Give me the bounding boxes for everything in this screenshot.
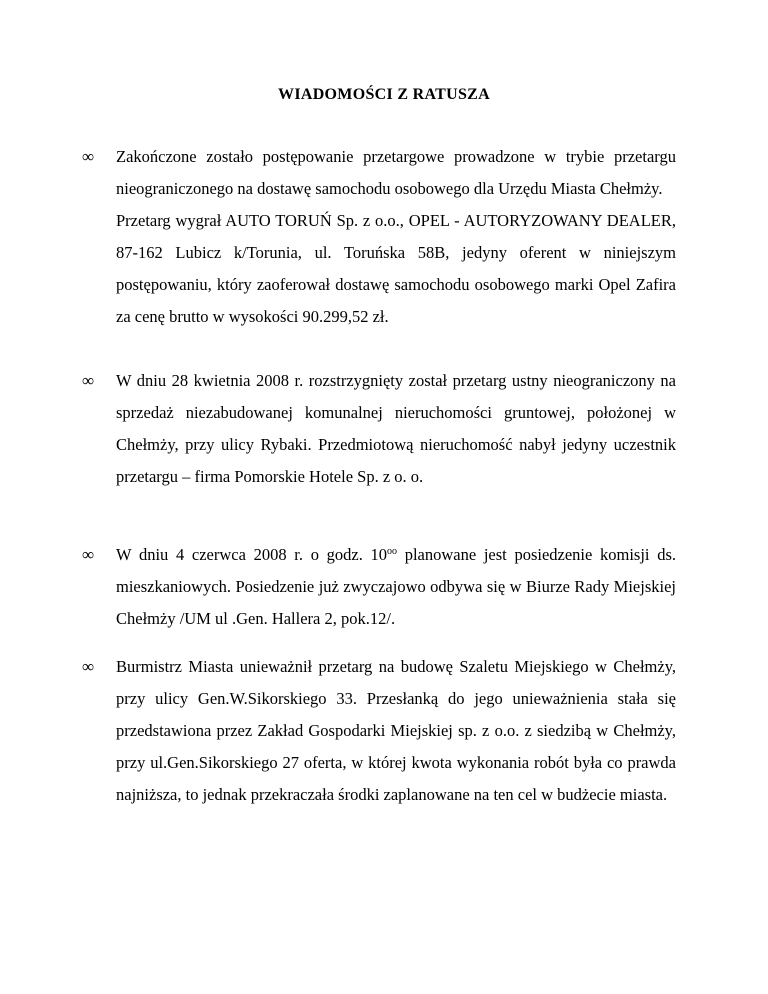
- news-item: [82, 141, 676, 333]
- news-item: [82, 365, 676, 493]
- news-paragraph: Przetarg wygrał AUTO TORUŃ Sp. z o.o., OPEL - AUTORYZOWANY DEALER, 87-162 Lubicz k/Torunia, ul. Toruńska 58B, jedyny oferent w niniejszym postępowaniu, który zaoferował dostawę samochodu osobowego marki Opel Zafira za cenę brutto w wysokości 90.299,52 zł.: [116, 211, 676, 326]
- news-item: [82, 651, 676, 811]
- bullet-icon: ∞: [82, 147, 95, 166]
- bullet-icon: ∞: [82, 371, 95, 390]
- paragraph-text: planowane jest posiedzenie komisji ds. mieszkaniowych. Posiedzenie już zwyczajowo odbywa się w Biurze Rady Miejskiej Chełmży /UM ul .Gen. Hallera 2, pok.12/.: [116, 545, 677, 628]
- news-paragraph: W dniu 28 kwietnia 2008 r. rozstrzygnięty został przetarg ustny nieograniczony na sprzedaż niezabudowanej komunalnej nieruchomości gruntowej, położonej w Chełmży, przy ulicy Rybaki. Przedmiotową nieruchomość nabył jedyny uczestnik przetargu – firma Pomorskie Hotele Sp. z o. o.: [116, 371, 676, 486]
- page-title: WIADOMOŚCI Z RATUSZA: [278, 86, 490, 103]
- news-item: [82, 539, 676, 635]
- news-paragraph: [116, 539, 676, 635]
- bullet-icon: ∞: [82, 657, 95, 676]
- superscript-text: oo: [387, 546, 398, 557]
- news-paragraph: Burmistrz Miasta unieważnił przetarg na budowę Szaletu Miejskiego w Chełmży, przy ulicy Gen.W.Sikorskiego 33. Przesłanką do jego unieważnienia stała się przedstawiona przez Zakład Gospodarki Miejskiej sp. z o.o. z siedzibą w Chełmży, przy ul.Gen.Sikorskiego 27 oferta, w której kwota wykonania robót była co prawda najniższa, to jednak przekraczała środki zaplanowane na ten cel w budżecie miasta.: [116, 657, 676, 804]
- news-paragraph: Zakończone zostało postępowanie przetargowe prowadzone w trybie przetargu nieograniczonego na dostawę samochodu osobowego dla Urzędu Miasta Chełmży.: [116, 147, 676, 198]
- paragraph-text: W dniu 4 czerwca 2008 r. o godz. 10: [116, 545, 388, 564]
- bullet-icon: ∞: [82, 545, 95, 564]
